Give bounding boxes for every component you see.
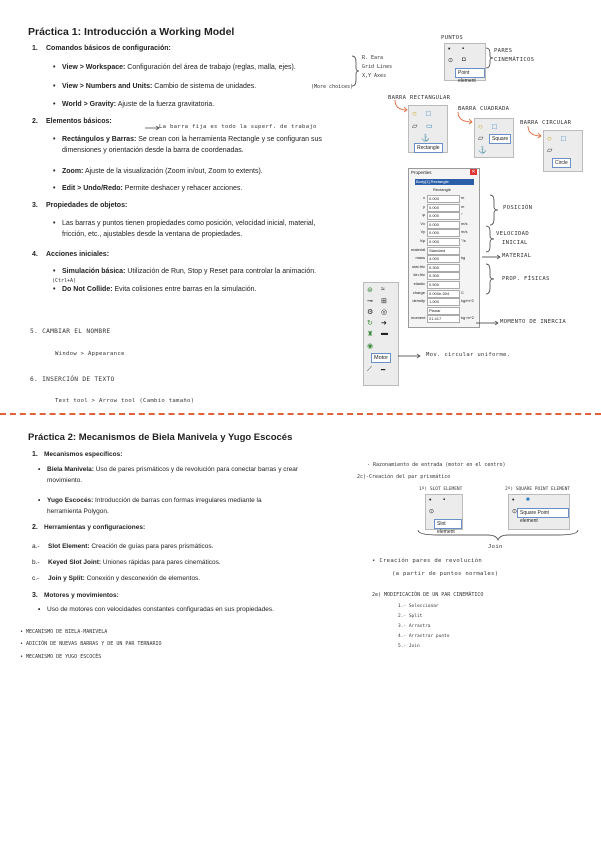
- torque-icon[interactable]: ↻: [367, 320, 373, 327]
- brace-posicion: [490, 195, 500, 225]
- prop-unit: kg·m^2: [461, 315, 474, 321]
- prop-value-input[interactable]: 0.000e-004: [427, 290, 460, 298]
- slot-icon[interactable]: ◘: [462, 57, 466, 63]
- p1-s3-num: 3.: [32, 202, 38, 209]
- prop-row: [409, 281, 479, 289]
- point-icon-3[interactable]: •: [512, 497, 515, 504]
- p2-r2: 2c)-Creación del par prismático: [357, 474, 451, 480]
- item5-label: 5. CAMBIAR EL NOMBRE: [30, 328, 111, 335]
- prop-row: [409, 204, 479, 212]
- p2-s2-heading: Herramientas y configuraciones:: [44, 524, 146, 531]
- p2-hand-3: • MECANISMO DE YUGO ESCOCÉS: [20, 654, 102, 660]
- p2-r3a: 1º) SLOT ELEMENT: [419, 487, 463, 492]
- point-toolbox: [444, 43, 486, 84]
- note-more: (More choices): [311, 84, 354, 90]
- brace-velocidad: [486, 226, 496, 252]
- note-cinematicos: CINEMÁTICOS: [494, 57, 535, 63]
- prop-value-input[interactable]: 0.300: [427, 264, 460, 272]
- prop-key: elastic: [413, 281, 425, 286]
- p1-s4-num: 4.: [32, 251, 38, 258]
- prop-unit: m/s: [461, 220, 468, 226]
- item5-sub: Window > Appearance: [55, 351, 125, 357]
- p2-title: Práctica 2: Mecanismos de Biela Manivela y Yugo Escocés: [28, 432, 293, 443]
- p2-step1: 1.- Seleccionar: [398, 604, 439, 609]
- p1-s3-item1: • Las barras y puntos tienen propiedades como posición, velocidad inicial, material, fricción, etc., ajustables desde la ventana de propiedades.: [62, 218, 382, 240]
- prop-value-input[interactable]: Standard: [427, 247, 460, 255]
- square-tool-icon-2[interactable]: □: [492, 122, 497, 131]
- prop-value-input[interactable]: 0.300: [427, 272, 460, 280]
- brace-join: [418, 530, 578, 542]
- p2-r3b: 2º) SQUARE POINT ELEMENT: [505, 487, 571, 492]
- rectangle-button[interactable]: Rectangle: [414, 143, 443, 153]
- slot-toolbox: [425, 494, 463, 535]
- p1-s1-item2: • View > Numbers and Units: Cambio de sistema de unidades.: [62, 81, 256, 92]
- arrow-rect: [395, 100, 415, 114]
- prop-value-input[interactable]: 0.500: [427, 281, 460, 289]
- note-barra-circ: BARRA CIRCULAR: [520, 120, 572, 126]
- p2-s3-num: 3.: [32, 592, 38, 599]
- spring-icon[interactable]: ≈: [381, 286, 385, 293]
- anchor-icon-2[interactable]: ⚓: [478, 147, 487, 154]
- note-barra-fija: La barra fija es todo la superf. de trabajo: [159, 124, 317, 130]
- prop-row: [409, 229, 479, 237]
- damper-icon[interactable]: ⊞: [381, 298, 387, 305]
- item6-label: 6. INSERCIÓN DE TEXTO: [30, 376, 115, 383]
- prop-row: [409, 272, 479, 280]
- prop-key: mass: [415, 255, 425, 261]
- prop-value-input[interactable]: 0.000: [427, 221, 460, 229]
- prop-unit: m/s: [461, 229, 468, 235]
- ctrl-note: (Ctrl+A): [52, 278, 77, 284]
- p2-s2-num: 2.: [32, 524, 38, 531]
- p2-rev1: • Creación pares de revolución: [372, 558, 483, 564]
- close-icon[interactable]: ✕: [471, 169, 476, 175]
- p2-hand-2: • ADICIÓN DE NUEVAS BARRAS Y DE UN PAR TERNARIO: [20, 641, 162, 647]
- note-inicial: INICIAL: [502, 240, 528, 246]
- brace-workspace: [350, 56, 360, 86]
- prop-value-input[interactable]: 0.000: [427, 229, 460, 237]
- note-motor: Mov. circular uniforme.: [426, 352, 511, 358]
- arrow-material: [482, 254, 502, 260]
- square-tool-icon[interactable]: □: [426, 109, 431, 118]
- polygon-tool-icon-3[interactable]: ▱: [547, 147, 553, 154]
- point-icon-2[interactable]: •: [429, 497, 432, 504]
- p2-s1-item1: • Biela Manivela: Uso de pares prismáticos y de revolución para conectar barras y crear movimiento.: [47, 464, 347, 486]
- prop-row: [409, 298, 479, 306]
- arrow-motor: [398, 353, 424, 359]
- p1-s3-heading: Propiedades de objetos:: [46, 202, 128, 209]
- p2-hand-1: • MECANISMO DE BIELA-MANIVELA: [20, 629, 108, 635]
- p1-s4-item2: • Do Not Collide: Evita colisiones entre barras en la simulación.: [62, 284, 257, 295]
- prop-key: stat.fric: [412, 263, 425, 269]
- p1-s2-item2: • Zoom: Ajuste de la visualización (Zoom in/out, Zoom to extents).: [62, 166, 263, 177]
- force-icon[interactable]: ➜: [381, 320, 387, 327]
- prop-key: moment: [411, 315, 426, 321]
- p2-s1-num: 1.: [32, 451, 38, 458]
- prop-unit: kg: [461, 255, 466, 261]
- p1-s4-heading: Acciones iniciales:: [46, 251, 110, 258]
- anchor-icon[interactable]: ⚓: [421, 135, 430, 142]
- item6-sub: Text tool > Arrow tool (Cambio tamaño): [55, 398, 195, 404]
- note-velocidad: VELOCIDAD: [496, 231, 530, 237]
- gear-icon[interactable]: ⚙: [367, 309, 374, 316]
- pin-icon-3[interactable]: ⊙: [512, 509, 518, 515]
- grid-point-icon[interactable]: ▪: [462, 46, 465, 52]
- arrow-barra-fija: [145, 125, 165, 135]
- square-point-icon[interactable]: ■: [526, 497, 530, 503]
- p2-s2-b: b.- Keyed Slot Joint: Uniones rápidas para pares cinemáticos.: [32, 559, 221, 566]
- note-inercia: MOMENTO DE INERCIA: [500, 319, 567, 325]
- p2-rev2: (a partir de puntos normales): [392, 571, 499, 577]
- p1-s4-item1: • Simulación básica: Utilización de Run, Stop y Reset para controlar la animación.: [62, 266, 316, 277]
- p1-s1-item1: • View > Workspace: Configuración del área de trabajo (reglas, malla, ejes).: [62, 62, 296, 73]
- slot-point-icon[interactable]: ▪: [443, 497, 446, 503]
- brace-pares: [486, 48, 494, 68]
- body-select[interactable]: Body[1] Rectangle: [415, 179, 474, 185]
- p1-s1-item3: • World > Gravity: Ajuste de la fuerza gravitatoria.: [62, 99, 214, 110]
- prop-row: [409, 255, 479, 263]
- rod-icon[interactable]: ⟋: [367, 366, 372, 373]
- p2-step3: 3.- Arrastra: [398, 624, 431, 629]
- prop-row: [409, 307, 479, 315]
- p1-s1-num: 1.: [32, 45, 38, 52]
- prop-row: [409, 221, 479, 229]
- p1-title: Práctica 1: Introducción a Working Model: [28, 26, 235, 38]
- p2-s2-c: c.- Join y Split: Conexión y desconexión de elementos.: [32, 575, 201, 582]
- prop-unit: C: [461, 289, 464, 295]
- p2-step4: 4.- Arrastrar punto: [398, 634, 450, 639]
- prop-value-input[interactable]: 21.417: [427, 315, 460, 323]
- prop-unit: °: [461, 212, 463, 218]
- square-point-toolbox: [508, 494, 570, 530]
- note-grid: Grid Lines: [362, 64, 393, 70]
- polygon-tool-icon[interactable]: ▱: [412, 123, 418, 130]
- prop-row: [409, 195, 479, 203]
- properties-window: [408, 168, 480, 328]
- note-fisicas: PROP. FÍSICAS: [502, 276, 550, 282]
- arrow-square: [458, 112, 478, 126]
- circle-tool-icon-3[interactable]: ○: [547, 134, 552, 143]
- prop-key: density: [412, 298, 425, 304]
- p1-s2-heading: Elementos básicos:: [46, 118, 112, 125]
- prop-key: Vx: [420, 220, 425, 226]
- prop-value-input[interactable]: 1.000: [427, 298, 460, 306]
- p2-s1-item2: • Yugo Escocés: Introducción de barras con formas irregulares mediante la herramienta Polygon.: [47, 495, 347, 517]
- prop-row: [409, 247, 479, 255]
- square-toolbox: [474, 118, 514, 158]
- actuator-icon[interactable]: ♜: [367, 331, 374, 338]
- p2-s3-item1: • Uso de motores con velocidades constantes configuradas en sus propiedades.: [47, 604, 274, 615]
- prop-key: φ: [422, 212, 425, 218]
- prop-unit: °/s: [461, 238, 466, 243]
- rect-tool-icon[interactable]: ▭: [426, 123, 433, 130]
- prop-value-input[interactable]: Planar: [427, 307, 460, 315]
- arrow-inercia: [476, 320, 502, 326]
- properties-title: Properties: [411, 170, 432, 175]
- p1-s2-num: 2.: [32, 118, 38, 125]
- slot-element-button[interactable]: Slot element: [434, 519, 462, 529]
- pin-icon[interactable]: ⊙: [448, 58, 454, 64]
- prop-unit: m: [461, 195, 465, 200]
- motor-button[interactable]: Motor: [371, 353, 391, 363]
- prop-row: [409, 264, 479, 272]
- prop-row: [409, 290, 479, 298]
- arrow-circle: [528, 126, 548, 140]
- p1-s2-item3: • Edit > Undo/Redo: Permite deshacer y rehacer acciones.: [62, 183, 242, 194]
- pulley-icon[interactable]: ◎: [381, 309, 388, 316]
- prop-key: kin.fric: [413, 272, 425, 278]
- circle-tool-icon-2[interactable]: ○: [478, 122, 483, 131]
- prop-value-input[interactable]: 0.000: [427, 238, 460, 246]
- p2-s3-heading: Motores y movimientos:: [44, 592, 119, 599]
- point-icon[interactable]: •: [448, 46, 451, 53]
- separator-icon[interactable]: ━: [381, 367, 386, 374]
- p2-step5: 5.- Join: [398, 644, 420, 649]
- circle-toolbox: [543, 130, 583, 172]
- square-button[interactable]: Square: [489, 134, 511, 144]
- p2-mod: 2e) MODIFICACIÓN DE UN PAR CINEMÁTICO: [372, 592, 484, 598]
- prop-key: Vy: [420, 229, 425, 235]
- linear-icon[interactable]: ▬: [381, 330, 388, 337]
- prop-unit: kg/m^2: [461, 298, 474, 304]
- prop-unit: m: [461, 203, 465, 209]
- p2-r1: - Razonamiento de entrada (motor en el centro): [367, 462, 506, 468]
- p1-s1-heading: Comandos básicos de configuración:: [46, 45, 171, 52]
- page-divider: [0, 413, 601, 415]
- slot-icon-2[interactable]: ⊙: [429, 509, 435, 515]
- point-element-button[interactable]: Point element: [455, 68, 485, 78]
- note-reglas: R. Eara: [362, 55, 384, 61]
- joint-toolbox: [363, 282, 399, 386]
- p2-s1-heading: Mecanismos específicos:: [44, 451, 123, 458]
- p2-join: Join: [488, 544, 503, 550]
- square-tool-icon-3[interactable]: □: [561, 134, 566, 143]
- note-barra-cuad: BARRA CUADRADA: [458, 106, 510, 112]
- circle-button[interactable]: Circle: [552, 158, 571, 168]
- prop-row: [409, 238, 479, 246]
- prop-key: x: [423, 195, 425, 200]
- prop-value-input[interactable]: 0.000: [427, 195, 460, 203]
- prop-key: material: [411, 246, 426, 252]
- p1-s2-item1: • Rectángulos y Barras: Se crean con la herramienta Rectangle y se configuran sus dimensiones y orientación desde la barra de coordenadas.: [62, 134, 382, 156]
- note-pares: PARES: [494, 48, 513, 54]
- note-puntos: PUNTOS: [441, 35, 464, 41]
- p2-step2: 2.- Split: [398, 614, 423, 619]
- note-material: MATERIAL: [502, 253, 532, 259]
- prop-key: Vφ: [419, 238, 425, 243]
- prop-value-input[interactable]: 4.000: [427, 255, 460, 263]
- pin-joint-icon[interactable]: ⊛: [367, 287, 373, 294]
- brace-fisicas: [486, 264, 496, 294]
- prop-value-input[interactable]: 0.000: [427, 212, 460, 220]
- rope-icon[interactable]: ⊸: [367, 298, 373, 305]
- prop-value-input[interactable]: 0.000: [427, 204, 460, 212]
- polygon-tool-icon-2[interactable]: ▱: [478, 135, 484, 142]
- prop-row: [409, 315, 479, 323]
- prop-key: charge: [412, 289, 425, 295]
- note-barra-rect: BARRA RECTANGULAR: [388, 95, 451, 101]
- p2-s2-a: a.- Slot Element: Creación de guías para pares prismáticos.: [32, 543, 214, 550]
- square-point-button[interactable]: Square Point element: [517, 508, 569, 518]
- motor-icon[interactable]: ◉: [367, 343, 374, 350]
- note-axes: X,Y Axes: [362, 73, 387, 79]
- body-type: Rectangle: [433, 187, 452, 192]
- note-posicion: POSICIÓN: [503, 205, 533, 211]
- prop-row: [409, 212, 479, 220]
- circle-tool-icon[interactable]: ○: [412, 109, 417, 118]
- prop-key: y: [423, 203, 425, 209]
